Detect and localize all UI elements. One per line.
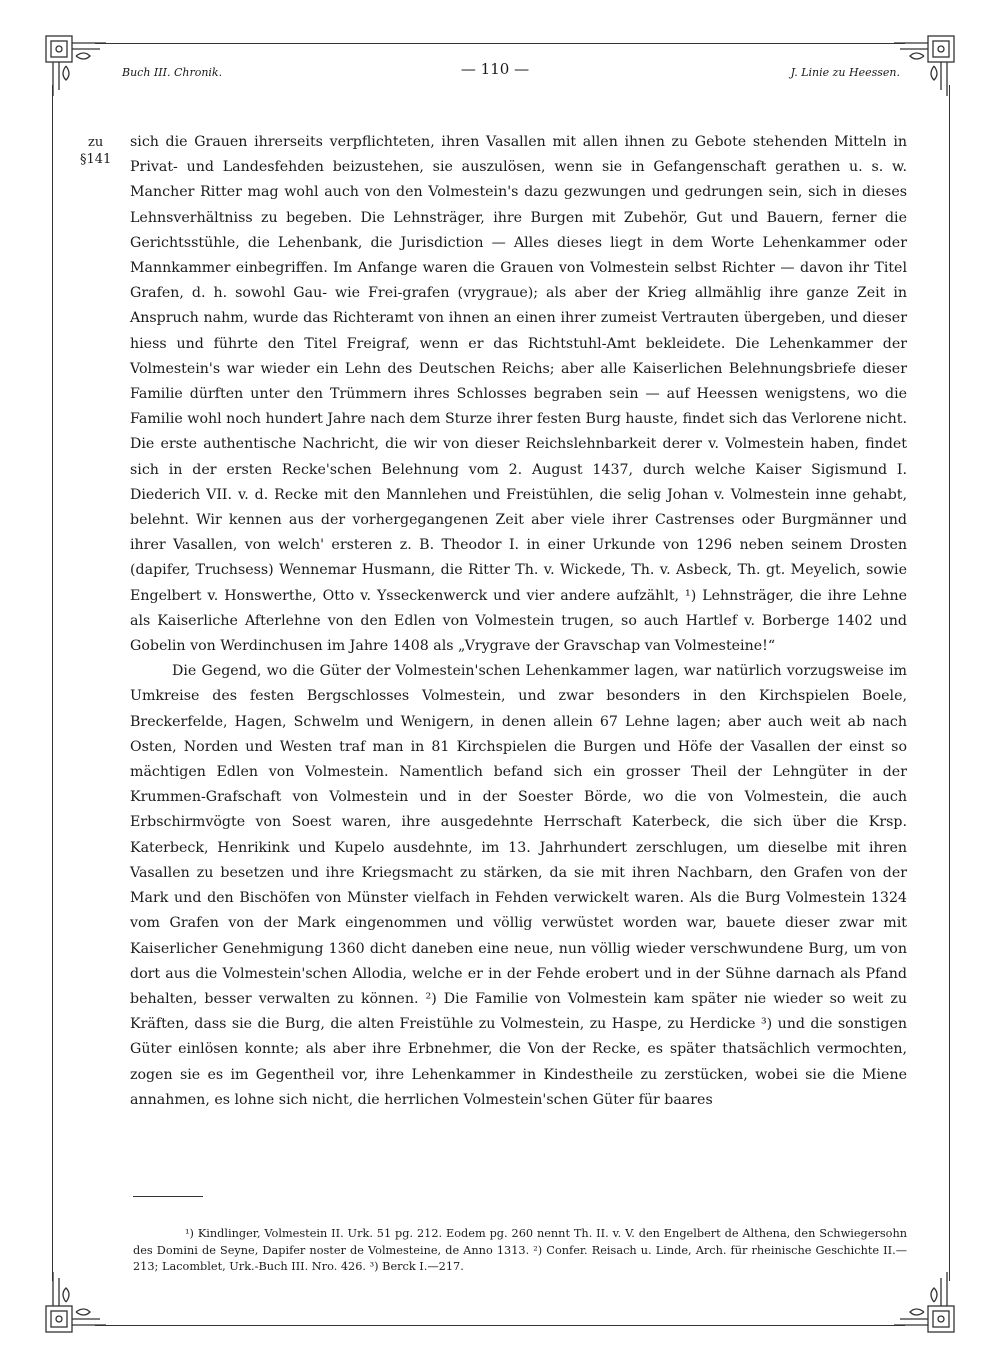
ornament-corner-bottom-left — [40, 1268, 110, 1338]
paragraph-1: sich die Grauen ihrerseits verpflichteten, ihren Vasallen mit allen ihnen zu Gebote stehenden Mitteln in Privat- und Landesfehden beizustehen, sie auszulösen, wenn sie in Gefangenschaft gerathen u. s. w. Mancher Ritter mag wohl auch von den Volmestein's dazu gezwungen und gedrungen sein, sich in dieses Lehnsverhältniss zu begeben. Die Lehnsträger, ihre Burgen mit Zubehör, Gut und Bauern, ferner die Gerichtsstühle, die Lehenbank, die Jurisdiction — Alles dieses liegt in dem Worte Lehenkammer oder Mannkammer einbegriffen. Im Anfange waren die Grauen von Volmestein selbst Richter — davon ihr Titel Grafen, d. h. sowohl Gau- wie Frei-grafen (vrygraue); als aber der Krieg allmählig ihre ganze Zeit in Anspruch nahm, wurde das Richteramt von ihnen an einen ihrer zumeist Vertrauten übergeben, und dieser hiess und führte den Titel Freigraf, wenn er das Richtstuhl-Amt bekleidete. Die Lehenkammer der Volmestein's war wieder ein Lehn des Deutschen Reichs; aber alle Kaiserlichen Belehnungsbriefe dieser Familie dürften unter den Trümmern ihres Schlosses begraben sein — auf Heessen wenigstens, wo die Familie wohl noch hundert Jahre nach dem Sturze ihrer festen Burg hauste, findet sich das Verlorene nicht. Die erste authentische Nachricht, die wir von dieser Reichslehnbarkeit derer v. Volmestein haben, findet sich in der ersten Recke'schen Belehnung vom 2. August 1437, durch welche Kaiser Sigismund I. Diederich VII. v. d. Recke mit den Mannlehen und Freistühlen, die selig Johan v. Volmestein inne gehabt, belehnt. Wir kennen aus der vorhergegangenen Zeit aber viele ihrer Castrenses oder Burgmänner und ihrer Vasallen, von welch' ersteren z. B. Theodor I. in einer Urkunde von 1296 neben seinem Drosten (dapifer, Truchsess) Wennemar Husmann, die Ritter Th. v. Wickede, Th. v. Asbeck, Th. gt. Meyelich, sowie Engelbert v. Honswerthe, Otto v. Ysseckenwerck und vier andere aufzählt, ¹) Lehnsträger, die ihre Lehne als Kaiserliche Afterlehne von den Edlen von Volmestein trugen, so auch Hartlef v. Borberge 1402 und Gobelin von Werdinchusen im Jahre 1408 als „Vrygrave der Gravschap van Volmesteine!“ — [130, 134, 907, 655]
frame-bottom-line — [95, 1325, 905, 1326]
ornament-corner-top-left — [40, 30, 110, 100]
frame-top-line — [95, 43, 905, 44]
footnote-rule — [133, 1196, 203, 1197]
margin-note-section: §141 — [80, 152, 112, 167]
ornament-corner-top-right — [890, 30, 960, 100]
page-number: — 110 — — [460, 60, 530, 78]
ornament-corner-bottom-right — [890, 1268, 960, 1338]
footnotes: ¹) Kindlinger, Volmestein II. Urk. 51 pg. 212. Eodem pg. 260 nennt Th. II. v. V. den Engelbert de Althena, den Schwiegersohn des Domini de Seyne, Dapifer noster de Volmesteine, de Anno 1313. ²) Confer. Reisach u. Linde, Arch. für rheinische Geschichte II.—213; Lacomblet, Urk.-Buch III. Nro. 426. ³) Berck I.—217. — [133, 1227, 907, 1273]
frame-left-line — [52, 85, 53, 1281]
running-header-right: J. Linie zu Heessen. — [790, 66, 900, 79]
body-text — [130, 130, 907, 1113]
running-header-left: Buch III. Chronik. — [122, 66, 223, 79]
frame-right-line — [949, 85, 950, 1281]
margin-note-zu: zu — [88, 135, 104, 150]
paragraph-2: Die Gegend, wo die Güter der Volmestein'schen Lehenkammer lagen, war natürlich vorzugsweise im Umkreise des festen Bergschlosses Volmestein, und zwar besonders in den Kirchspielen Boele, Breckerfelde, Hagen, Schwelm und Wenigern, in denen allein 67 Lehne lagen; aber auch weit ab nach Osten, Norden und Westen traf man in 81 Kirchspielen die Burgen und Höfe der Vasallen der einst so mächtigen Edlen von Volmestein. Namentlich befand sich ein grosser Theil der Lehngüter in der Krummen-Grafschaft von Volmestein und in der Soester Börde, wo die von Volmestein, die auch Erbschirmvögte von Soest waren, ihre ausgedehnte Herrschaft Katerbeck, die sich über die Krsp. Katerbeck, Henrikink und Kupelo ausdehnte, im 13. Jahrhundert zerschlugen, um dieselbe mit ihren Vasallen zu besetzen und ihre Kriegsmacht zu stärken, da sie mit ihren Nachbarn, den Grafen von der Mark und den Bischöfen von Münster vielfach in Fehden verwickelt waren. Als die Burg Volmestein 1324 vom Grafen von der Mark eingenommen und völlig verwüstet worden war, bauete dieser zwar mit Kaiserlicher Genehmigung 1360 dicht daneben eine neue, nun völlig wieder verschwundene Burg, um von dort aus die Volmestein'schen Allodia, welche er in der Fehde erobert und in der Sühne darnach als Pfand behalten, besser verwalten zu können. ²) Die Familie von Volmestein kam später nie wieder so weit zu Kräften, dass sie die Burg, die alten Freistühle zu Volmestein, zu Haspe, zu Herdicke ³) und die sonstigen Güter einlösen konnte; als aber ihre Erbnehmer, die Von der Recke, es später thatsächlich vermochten, zogen sie es im Gegentheil vor, ihre Lehenkammer in Kindestheile zu zerstücken, wobei sie die Miene annahmen, es lohne sich nicht, die herrlichen Volmestein'schen Güter für baares — [130, 663, 907, 1108]
